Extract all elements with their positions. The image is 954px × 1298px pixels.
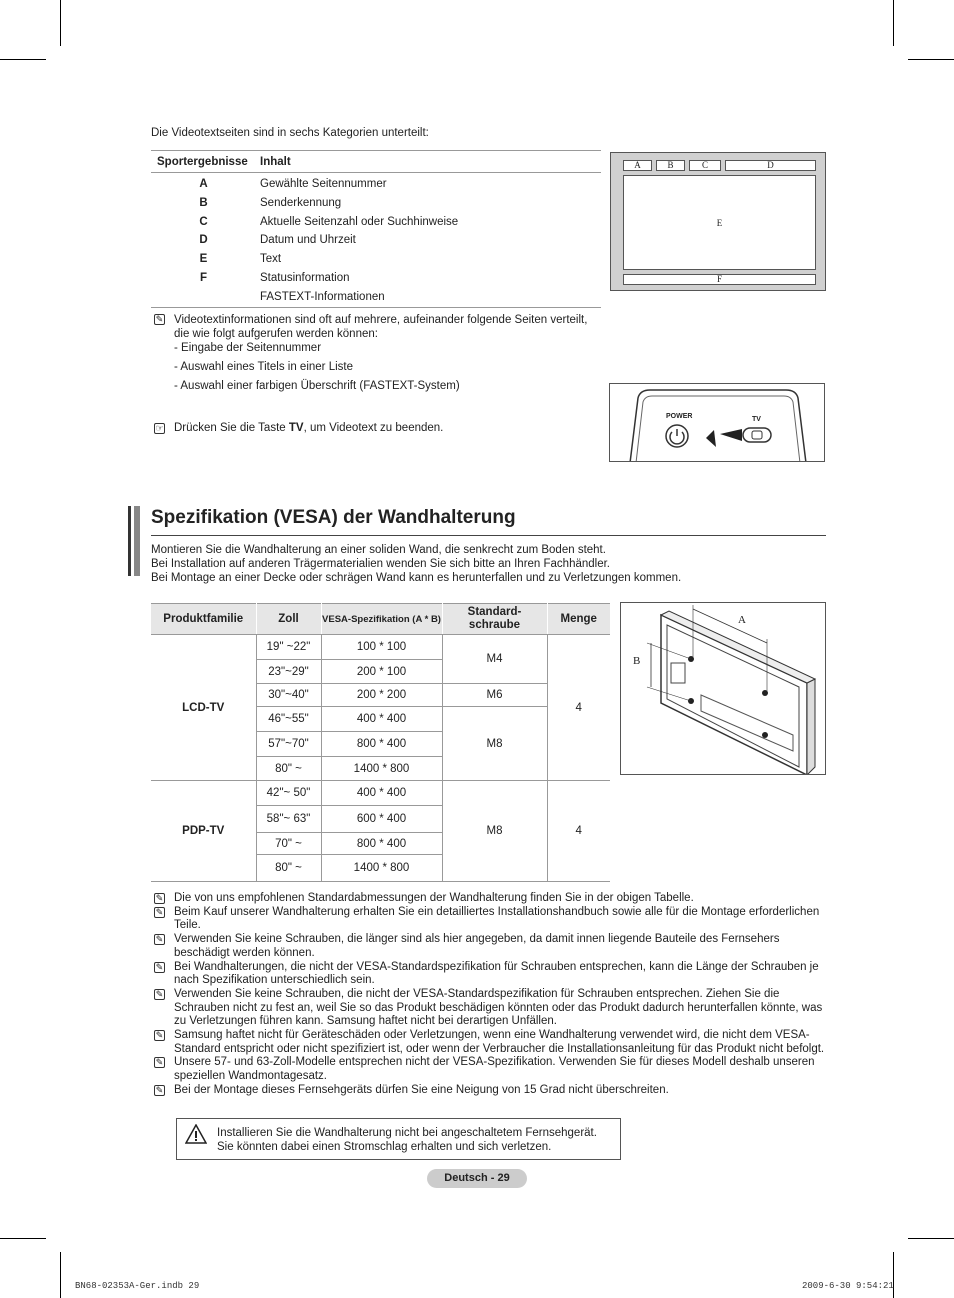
- list-item: ✎ Bei Wandhalterungen, die nicht der VESA-Standardspezifikation für Schrauben entsprechen, kann die Länge der Schrauben je nach Spezifikation unterschiedlich sein.: [155, 960, 819, 987]
- heading-bar: [134, 506, 140, 576]
- category-table: [151, 150, 601, 308]
- table-row: LCD-TV 19" ~22" 100 * 100 M4 4: [151, 635, 610, 660]
- note-videotext: [155, 313, 604, 393]
- table-row: PDP-TV 42"~ 50" 400 * 400 M8 4: [151, 781, 610, 806]
- header-produktfamilie: Produktfamilie: [151, 604, 256, 635]
- warning-icon: [185, 1124, 207, 1144]
- list-item: - Auswahl einer farbigen Überschrift (FASTEXT-System): [174, 380, 460, 392]
- note-text: Videotextinformationen sind oft auf mehrere, aufeinander folgende Seiten verteilt, die wie folgt aufgerufen werden können:: [174, 314, 588, 340]
- crop-mark: [0, 59, 46, 60]
- table-row: B Senderkennung: [199, 197, 342, 210]
- label-e: E: [623, 175, 816, 270]
- footer-file: BN68-02353A-Ger.indb 29: [75, 1281, 200, 1291]
- list-item: ✎ Unsere 57- und 63-Zoll-Modelle entsprechen nicht der VESA-Spezifikation. Verwenden Sie für dieses Modell deshalb unseren speziellen Wandmontagesatz.: [155, 1056, 815, 1083]
- note-icon: ✎: [155, 314, 164, 324]
- crop-mark: [0, 1238, 46, 1239]
- note-exit-videotext: ☞ Drücken Sie die Taste TV, um Videotext zu beenden.: [155, 422, 444, 434]
- crop-mark: [908, 1238, 954, 1239]
- section-intro: Montieren Sie die Wandhalterung an einer soliden Wand, die senkrecht zum Boden steht. Bei Installation auf anderen Trägermaterialien wenden Sie sich bitte an Ihren Fachhändler. Bei Montage an einer Decke oder schrägen Wand kann es herunterfallen und zu Verletzungen kommen.: [151, 544, 682, 584]
- list-item: ✎ Bei der Montage dieses Fernsehgeräts dürfen Sie eine Neigung von 15 Grad nicht überschreiten.: [155, 1083, 669, 1096]
- header-vesa-spec: VESA-Spezifikation (A * B): [321, 604, 442, 635]
- table-row: FASTEXT-Informationen: [260, 291, 385, 304]
- category-table-header: [151, 151, 601, 173]
- list-item: - Auswahl eines Titels in einer Liste: [174, 361, 353, 373]
- table-row: C Aktuelle Seitenzahl oder Suchhinweise: [199, 215, 459, 228]
- note-icon: ✎: [155, 1030, 164, 1041]
- label-b: B: [633, 655, 641, 667]
- label-a: A: [738, 614, 746, 626]
- table-row: D Datum und Uhrzeit: [199, 234, 356, 247]
- table-row: 46"~55" 400 * 400 M8: [151, 707, 610, 732]
- section-title: Spezifikation (VESA) der Wandhalterung: [151, 507, 516, 528]
- table-row: 23"~29" 200 * 100: [151, 660, 610, 684]
- warning-text: Installieren Sie die Wandhalterung nicht bei angeschaltetem Fernsehgerät. Sie könnten dabei einen Stromschlag erhalten und sich verletzen.: [217, 1127, 597, 1153]
- note-icon: ✎: [155, 934, 164, 945]
- list-item: ✎ Verwenden Sie keine Schrauben, die länger sind als hier angegeben, da damit innen liegende Bauteile des Fernsehers beschädigt werden können.: [155, 933, 780, 959]
- table-row: 58"~ 63" 600 * 400: [151, 806, 610, 833]
- crop-mark: [60, 1252, 61, 1298]
- remote-illustration: [609, 383, 825, 462]
- header-sportergebnisse: Sportergebnisse: [157, 155, 248, 168]
- crop-mark: [60, 0, 61, 46]
- list-item: ✎ Beim Kauf unserer Wandhalterung erhalten Sie ein detailliertes Installationshandbuch sowie alle für die Montage erforderlichen Teile.: [155, 905, 820, 932]
- tv-label: TV: [752, 416, 761, 423]
- table-row: 80" ~ 1400 * 800: [151, 757, 610, 781]
- note-icon: ✎: [155, 893, 164, 903]
- table-row: F Statusinformation: [199, 271, 350, 284]
- label-f: F: [623, 274, 816, 285]
- header-standardschraube: Standard- schraube: [442, 604, 547, 635]
- notes-list: [155, 892, 826, 1098]
- note-icon: ✎: [155, 1057, 164, 1068]
- crop-mark: [908, 59, 954, 60]
- list-item: ✎ Die von uns empfohlenen Standardabmessungen der Wandhalterung finden Sie in der obigen Tabelle.: [155, 892, 694, 904]
- table-row: 70" ~ 800 * 400: [151, 833, 610, 855]
- header-menge: Menge: [547, 604, 610, 635]
- label-c: C: [689, 160, 721, 171]
- table-row: A Gewählte Seitennummer: [199, 178, 387, 191]
- heading-rule: [151, 535, 826, 536]
- note-icon: ✎: [155, 1084, 164, 1095]
- list-item: ✎ Samsung haftet nicht für Geräteschäden oder Verletzungen, wenn eine Wandhalterung verwendet wird, die nicht dem VESA-Standard entspricht oder nicht spezifiziert ist, oder wenn der Verbraucher die Installationsanleitung für das Produkt nicht befolgt.: [155, 1029, 825, 1055]
- family-pdp: PDP-TV: [151, 781, 256, 882]
- header-zoll: Zoll: [256, 604, 321, 635]
- warning-box: [176, 1118, 621, 1160]
- note-icon: ✎: [155, 961, 164, 972]
- table-row: 57"~70" 800 * 400: [151, 732, 610, 757]
- intro-text: Die Videotextseiten sind in sechs Kategorien unterteilt:: [151, 127, 429, 139]
- vesa-table: [151, 603, 610, 882]
- crop-mark: [893, 0, 894, 46]
- crop-mark: [893, 1252, 894, 1298]
- family-lcd: LCD-TV: [151, 635, 256, 781]
- table-row: 80" ~ 1400 * 800: [151, 855, 610, 882]
- label-b: B: [656, 160, 685, 171]
- list-item: ✎ Verwenden Sie keine Schrauben, die nicht der VESA-Standardspezifikation für Schrauben entsprechen. Ziehen Sie die Schrauben nicht zu fest an, weil Sie so das Produkt beschädigen könnten oder das Produkt dadurch herunterfallen könnte, was zu Verletzungen führen kann. Samsung haftet nicht bei derartigen Unfällen.: [155, 987, 823, 1028]
- page-number: Deutsch - 29: [427, 1169, 527, 1188]
- footer-date: 2009-6-30 9:54:21: [802, 1281, 894, 1291]
- table-row: E Text: [199, 253, 282, 266]
- list-item: - Eingabe der Seitennummer: [174, 342, 322, 354]
- label-a: A: [623, 160, 652, 171]
- power-label: POWER: [666, 413, 693, 420]
- hand-note-icon: ☞: [155, 423, 164, 433]
- heading-bar: [128, 506, 131, 576]
- tv-mount-diagram: [620, 602, 826, 775]
- table-row: 30"~40" 200 * 200 M6: [151, 684, 610, 707]
- header-inhalt: Inhalt: [260, 155, 291, 168]
- note-icon: ✎: [155, 906, 164, 917]
- teletext-layout-diagram: [610, 152, 826, 291]
- label-d: D: [725, 160, 816, 171]
- note-icon: ✎: [155, 988, 164, 999]
